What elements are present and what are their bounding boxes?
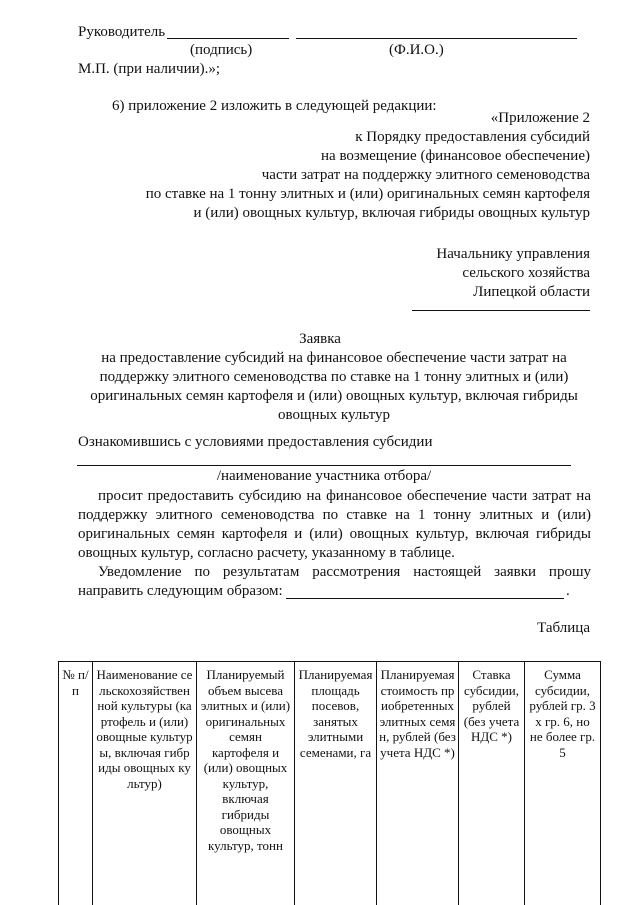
amendment-item: 6) приложение 2 изложить в следующей редакции: bbox=[112, 98, 437, 114]
participant-caption: /наименование участника отбора/ bbox=[216, 468, 432, 484]
appendix-line: «Приложение 2 bbox=[490, 110, 590, 126]
notice-method-line bbox=[286, 598, 564, 599]
table-header-cell: Планируемая площадь посевов, занятых элитными семенами, га bbox=[295, 662, 377, 905]
addressee-line: Начальнику управления bbox=[436, 246, 590, 262]
request-line: овощных культур, согласно расчету, указанному в таблице. bbox=[78, 545, 455, 561]
name-line bbox=[296, 38, 577, 39]
name-caption: (Ф.И.О.) bbox=[389, 42, 444, 58]
table-header-cell: Наименование сельскохозяйственной культуры (картофель и (или) овощные культуры, включая гибриды овощных культур) bbox=[93, 662, 197, 905]
appendix-line: и (или) овощных культур, включая гибриды овощных культур bbox=[193, 205, 590, 221]
table-header-cell: № п/п bbox=[59, 662, 93, 905]
seal-line: М.П. (при наличии).»; bbox=[78, 61, 221, 77]
appendix-line: к Порядку предоставления субсидий bbox=[355, 129, 590, 145]
request-line: оригинальных семян картофеля и (или) овощных культур, включая гибриды bbox=[78, 526, 591, 542]
application-title-line: овощных культур bbox=[278, 407, 390, 423]
addressee-signature-line bbox=[412, 310, 590, 311]
request-line: просит предоставить субсидию на финансовое обеспечение части затрат на bbox=[98, 488, 591, 504]
notice-line: Уведомление по результатам рассмотрения настоящей заявки прошу bbox=[98, 564, 591, 580]
table-header-cell: Планируемая стоимость приобретенных элитных семян, рублей (без учета НДС *) bbox=[377, 662, 459, 905]
application-title-line: оригинальных семян картофеля и (или) овощных культур, включая гибриды bbox=[90, 388, 578, 404]
director-label: Руководитель bbox=[78, 24, 166, 40]
addressee-line: Липецкой области bbox=[473, 284, 590, 300]
application-title-line: на предоставление субсидий на финансовое обеспечение части затрат на bbox=[101, 350, 567, 366]
addressee-line: сельского хозяйства bbox=[462, 265, 590, 281]
appendix-line: по ставке на 1 тонну элитных и (или) оригинальных семян картофеля bbox=[145, 186, 590, 202]
intro-text: Ознакомившись с условиями предоставления субсидии bbox=[78, 434, 433, 450]
subsidy-table bbox=[58, 661, 601, 905]
appendix-line: части затрат на поддержку элитного семеноводства bbox=[261, 167, 590, 183]
signature-line bbox=[167, 38, 289, 39]
application-heading: Заявка bbox=[299, 331, 341, 347]
signature-caption: (подпись) bbox=[190, 42, 253, 58]
table-label: Таблица bbox=[537, 620, 590, 636]
request-line: поддержку элитного семеноводства по ставке на 1 тонну элитных и (или) bbox=[78, 507, 591, 523]
appendix-line: на возмещение (финансовое обеспечение) bbox=[321, 148, 590, 164]
application-title-line: поддержку элитного семеноводства по ставке на 1 тонну элитных и (или) bbox=[99, 369, 569, 385]
table-header-cell: Сумма субсидии, рублей гр. 3 х гр. 6, но не более гр. 5 bbox=[529, 667, 596, 760]
notice-line: направить следующим образом: bbox=[78, 583, 283, 599]
notice-end: . bbox=[566, 583, 570, 599]
table-header-cell: Планируемый объем высева элитных и (или) оригинальных семян картофеля и (или) овощных культур, включая гибриды овощных культур, тонн bbox=[197, 662, 295, 905]
participant-line bbox=[77, 465, 571, 466]
table-header-cell: Ставка субсидии, рублей (без учета НДС *) bbox=[459, 662, 525, 905]
